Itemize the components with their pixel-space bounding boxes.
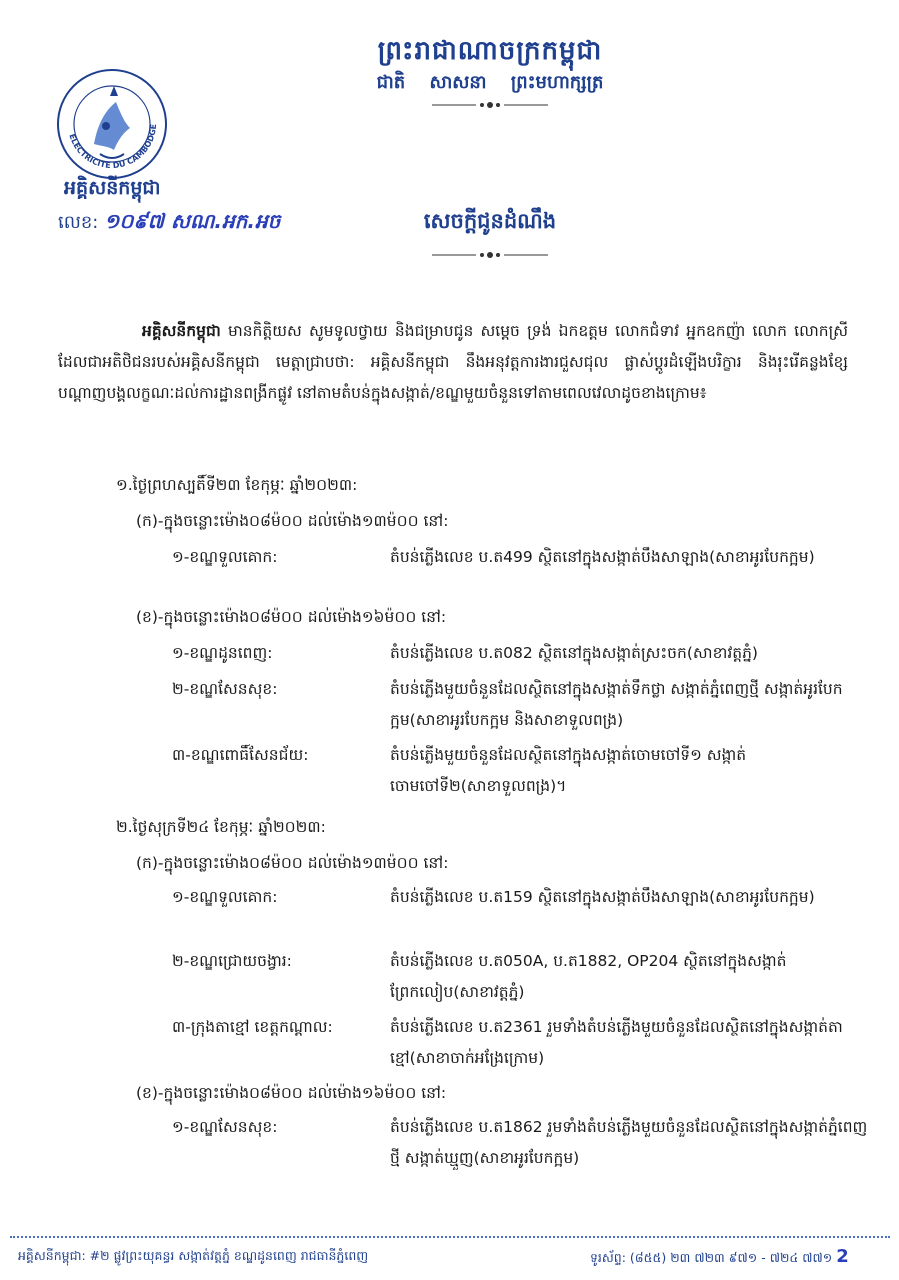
footer-address: អគ្គិសនីកម្ពុជា: #២ ផ្លូវព្រះយុគន្ធរ សង្កាត់វត្តភ្នំ ខណ្ឌដូនពេញ រាជធានីភ្នំពេញ — [18, 1248, 369, 1263]
schedule-row — [172, 1112, 876, 1174]
row-area: ២-ខណ្ឌសែនសុខ: — [172, 680, 278, 698]
reference-label: លេខ: — [58, 212, 99, 233]
day-1-period-b: (ខ)-ក្នុងចន្លោះម៉ោង០៨ម៉០០ ដល់ម៉ោង១៦ម៉០០ នៅ: — [136, 608, 447, 626]
schedule-row — [172, 882, 876, 944]
schedule-row — [172, 674, 876, 736]
schedule-row — [172, 1012, 876, 1074]
organization-name: អគ្គិសនីកម្ពុជា — [64, 177, 161, 199]
schedule-row — [172, 946, 876, 1008]
row-detail: តំបន់ភ្លើងមួយចំនួនដែលស្ថិតនៅក្នុងសង្កាត់ទឹកថ្លា សង្កាត់ភ្នំពេញថ្មី សង្កាត់អូរបែកក្អម(សាខាអូរបែកក្អម និងសាខាទួលពង្រ) — [390, 680, 843, 729]
day-1-period-a: (ក)-ក្នុងចន្លោះម៉ោង០៨ម៉០០ ដល់ម៉ោង១៣ម៉០០ នៅ: — [136, 512, 449, 530]
schedule-row — [172, 740, 876, 802]
title-divider-icon — [432, 250, 548, 260]
ornament-divider-icon — [432, 100, 548, 110]
page-mark: 2 — [836, 1246, 849, 1267]
reference-number — [58, 208, 280, 238]
row-detail: តំបន់ភ្លើងមួយចំនួនដែលស្ថិតនៅក្នុងសង្កាត់ចោមចៅទី១ សង្កាត់ចោមចៅទី២(សាខាទួលពង្រ)។ — [390, 746, 747, 795]
row-area: ១-ខណ្ឌទួលគោក: — [172, 548, 278, 566]
kingdom-title: ព្រះរាជាណាចក្រកម្ពុជា — [377, 36, 603, 66]
national-motto: ជាតិ សាសនា ព្រះមហាក្សត្រ — [376, 72, 604, 93]
row-detail: តំបន់ភ្លើងលេខ ប.ត082 ស្ថិតនៅក្នុងសង្កាត់ស្រះចក(សាខាវត្តភ្នំ) — [390, 644, 758, 662]
intro-paragraph — [58, 316, 848, 409]
intro-lead: អគ្គិសនីកម្ពុជា — [142, 322, 221, 340]
day-2-period-b: (ខ)-ក្នុងចន្លោះម៉ោង០៨ម៉០០ ដល់ម៉ោង១៦ម៉០០ នៅ: — [136, 1084, 447, 1102]
row-area: ៣-ក្រុងតាខ្មៅ ខេត្តកណ្តាល: — [172, 1018, 333, 1036]
schedule-row — [172, 542, 876, 604]
day-2-period-a: (ក)-ក្នុងចន្លោះម៉ោង០៨ម៉០០ ដល់ម៉ោង១៣ម៉០០ នៅ: — [136, 854, 449, 872]
document-title: សេចក្តីជូនដំណឹង — [423, 209, 557, 233]
day-1-heading: ១.ថ្ងៃព្រហស្បតិ៍ទី២៣ ខែកុម្ភៈ ឆ្នាំ២០២៣: — [116, 476, 358, 494]
row-area: ២-ខណ្ឌជ្រោយចង្វារ: — [172, 952, 292, 970]
row-detail: តំបន់ភ្លើងលេខ ប.ត499 ស្ថិតនៅក្នុងសង្កាត់បឹងសាឡាង(សាខាអូរបែកក្អម) — [390, 548, 815, 566]
row-detail: តំបន់ភ្លើងលេខ ប.ត2361 រួមទាំងតំបន់ភ្លើងមួយចំនួនដែលស្ថិតនៅក្នុងសង្កាត់តាខ្មៅ(សាខាចាក់អង្រែក្រោម) — [390, 1018, 843, 1067]
row-area: ១-ខណ្ឌទួលគោក: — [172, 888, 278, 906]
svg-text:ELECTRICITE DU CAMBODGE: ELECTRICITE DU CAMBODGE — [67, 123, 159, 171]
footer-divider — [10, 1236, 890, 1238]
schedule-row — [172, 638, 876, 670]
row-area: ៣-ខណ្ឌពោធិ៍សែនជ័យ: — [172, 746, 309, 764]
footer-phone: ទូរស័ព្ទ: (៨៥៥) ២៣ ៧២៣ ៩៧១ - ៧២៤ ៧៧១ — [590, 1250, 833, 1265]
row-detail: តំបន់ភ្លើងលេខ ប.ត050A, ប.ត1882, OP204 ស្ថិតនៅក្នុងសង្កាត់ព្រែកលៀប(សាខាវត្តភ្នំ) — [390, 952, 787, 1001]
row-area: ១-ខណ្ឌសែនសុខ: — [172, 1118, 278, 1136]
row-detail: តំបន់ភ្លើងលេខ ប.ត1862 រួមទាំងតំបន់ភ្លើងមួយចំនួនដែលស្ថិតនៅក្នុងសង្កាត់ភ្នំពេញថ្មី សង្កាត់ឃ្មួញ(សាខាអូរបែកក្អម) — [390, 1118, 868, 1167]
intro-text: មានកិត្តិយស សូមទូលថ្វាយ និងជម្រាបជូន សម្តេច ទ្រង់ ឯកឧត្តម លោកជំទាវ អ្នកឧកញ៉ា លោក លោកស្រី ដែលជាអតិថិជនរបស់អគ្គិសនីកម្ពុជា មេត្តាជ្រាបថា: អគ្គិសនីកម្ពុជា នឹងអនុវត្តការងារជួសជុល ផ្លាស់ប្តូរដំឡើងបរិក្ខារ និងរុះរើគន្លងខ្សែបណ្តាញបង្គលក្ខណៈដល់ការដ្ឋានពង្រីកផ្លូវ នៅតាមតំបន់ក្នុងសង្កាត់/ខណ្ឌមួយចំនួនទៅតាមពេលវេលាដូចខាងក្រោម៖ — [58, 322, 848, 402]
day-2-heading: ២.ថ្ងៃសុក្រទី២៤ ខែកុម្ភៈ ឆ្នាំ២០២៣: — [116, 818, 326, 836]
reference-value: ១០៩៧ សណ.អក.អច — [104, 209, 281, 233]
row-detail: តំបន់ភ្លើងលេខ ប.ត159 ស្ថិតនៅក្នុងសង្កាត់បឹងសាឡាង(សាខាអូរបែកក្អម) — [390, 888, 815, 906]
edc-logo-icon — [54, 66, 170, 182]
row-area: ១-ខណ្ឌដូនពេញ: — [172, 644, 273, 662]
footer-phone-block — [590, 1246, 849, 1269]
